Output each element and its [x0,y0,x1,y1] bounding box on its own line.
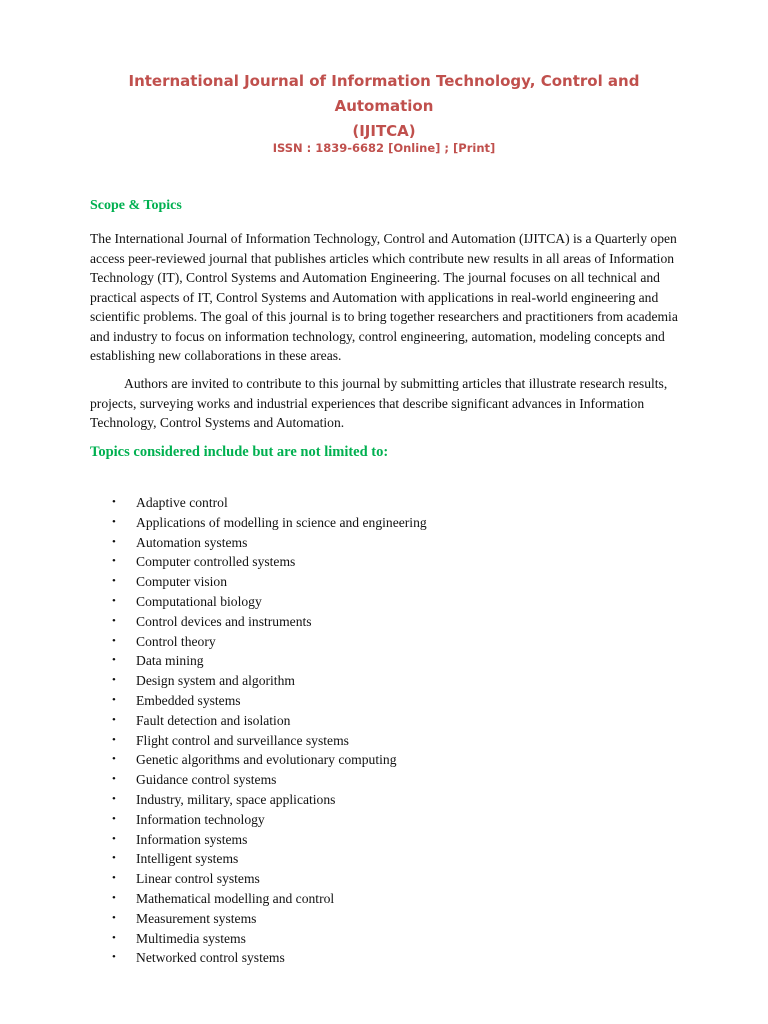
topic-list-item [112,533,427,553]
topic-list-item [112,513,427,533]
journal-title [100,69,668,144]
topic-list-item [112,889,427,909]
topic-label: Embedded systems [136,692,241,708]
bullet-icon: • [112,654,116,667]
bullet-icon: • [112,753,116,766]
bullet-icon: • [112,634,116,647]
topics-heading: Topics considered include but are not limited to: [90,444,389,460]
topic-label: Control theory [136,633,216,649]
topic-label: Genetic algorithms and evolutionary computing [136,752,397,768]
bullet-icon: • [112,792,116,805]
topics-list [112,493,427,968]
bullet-icon: • [112,911,116,924]
bullet-icon: • [112,535,116,548]
bullet-icon: • [112,594,116,607]
topic-list-item [112,869,427,889]
bullet-icon: • [112,951,116,964]
topic-label: Networked control systems [136,950,285,966]
topic-label: Information systems [136,831,248,847]
bullet-icon: • [112,733,116,746]
topic-label: Intelligent systems [136,851,239,867]
topic-list-item [112,750,427,770]
topic-list-item [112,612,427,632]
topic-label: Flight control and surveillance systems [136,732,349,748]
topic-label: Adaptive control [136,495,228,510]
topic-label: Multimedia systems [136,930,246,946]
bullet-icon: • [112,555,116,568]
scope-heading: Scope & Topics [90,198,182,213]
topic-list-item [112,691,427,711]
topic-list-item [112,929,427,949]
topic-list-item [112,671,427,691]
bullet-icon: • [112,496,116,508]
topic-label: Linear control systems [136,871,260,887]
topic-list-item [112,572,427,592]
topic-list-item [112,830,427,850]
topic-list-item [112,711,427,731]
bullet-icon: • [112,693,116,706]
scope-paragraph-1: The International Journal of Information Technology, Control and Automation (IJITCA) is a Quarterly open access peer-reviewed journal that publishes articles which contribute new results in all areas of Information Technology (IT), Control Systems and Automation Engineering. The journal focuses on all technical and practical aspects of IT, Control Systems and Automation with applications in real-world engineering and scientific problems. The goal of this journal is to bring together researchers and practitioners from academia and industry to focus on information technology, control engineering, automation, modeling concepts and establishing new collaborations in these areas. [90,231,678,363]
topic-label: Guidance control systems [136,772,277,788]
scope-paragraph-2: Authors are invited to contribute to this journal by submitting articles that illustrate research results, projects, surveying works and industrial experiences that describe significant advances in Information Technology, Control Systems and Automation. [90,376,668,430]
topic-label: Design system and algorithm [136,673,295,689]
bullet-icon: • [112,575,116,588]
topic-label: Industry, military, space applications [136,791,336,807]
issn-line: ISSN : 1839-6682 [Online] ; [Print] [272,141,496,155]
topic-label: Mathematical modelling and control [136,890,335,906]
topic-list-item [112,651,427,671]
topic-list-item [112,731,427,751]
bullet-icon: • [112,674,116,687]
bullet-icon: • [112,812,116,825]
topic-list-item [112,493,427,513]
topic-list-item [112,849,427,869]
topic-list-item [112,632,427,652]
bullet-icon: • [112,872,116,885]
topic-label: Information technology [136,811,265,827]
topic-label: Computer vision [136,574,228,590]
topic-label: Control devices and instruments [136,613,312,629]
topic-list-item [112,790,427,810]
topic-list-item [112,948,427,968]
topic-label: Applications of modelling in science and engineering [136,514,427,530]
bullet-icon: • [112,852,116,865]
bullet-icon: • [112,614,116,627]
topic-label: Computational biology [136,593,262,609]
bullet-icon: • [112,832,116,845]
bullet-icon: • [112,931,116,944]
topic-label: Data mining [136,653,204,669]
topic-label: Computer controlled systems [136,554,296,570]
topic-list-item [112,810,427,830]
topic-list-item [112,592,427,612]
topic-label: Fault detection and isolation [136,712,291,728]
bullet-icon: • [112,713,116,726]
topic-list-item [112,552,427,572]
topic-label: Measurement systems [136,910,257,926]
topic-list-item [112,909,427,929]
topic-list-item [112,770,427,790]
bullet-icon: • [112,891,116,904]
topic-label: Automation systems [136,534,248,550]
journal-title-line2: (IJITCA) [352,122,416,140]
bullet-icon: • [112,773,116,786]
journal-title-line1: International Journal of Information Technology, Control and Automation [128,72,640,115]
bullet-icon: • [112,515,116,528]
